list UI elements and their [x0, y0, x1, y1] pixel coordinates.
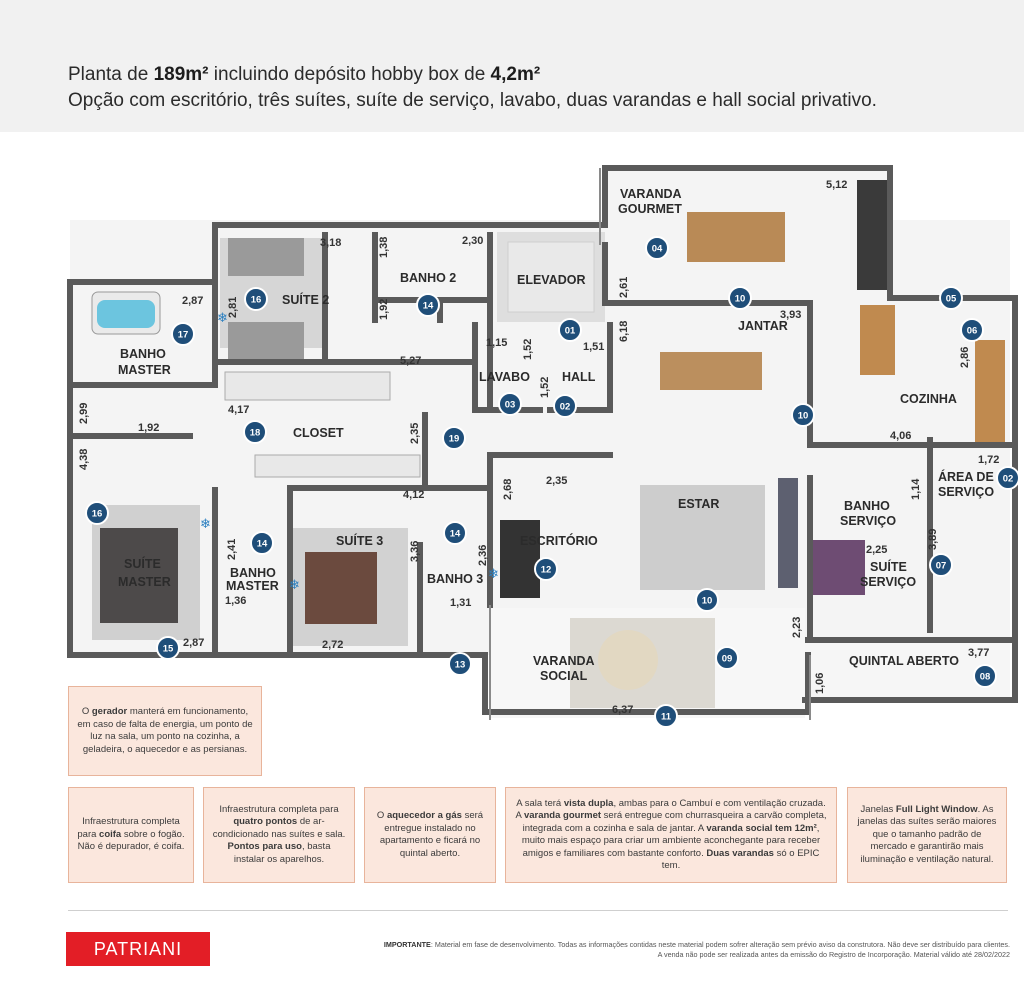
dim-412: 4,12: [403, 489, 425, 501]
info-box-janelas: Janelas Full Light Window. As janelas das suítes serão maiores que o tamanho padrão de mercado e garantirão mais iluminação e ventilação natural.: [847, 787, 1007, 883]
marker-06: [961, 319, 983, 341]
dim-151: 1,51: [583, 341, 605, 353]
svg-text:03: 03: [504, 399, 516, 411]
dim-235-a: 2,35: [409, 422, 421, 444]
dim-136: 1,36: [225, 595, 247, 607]
dim-241: 2,41: [226, 538, 238, 560]
dim-637: 6,37: [612, 704, 634, 716]
marker-05: [940, 287, 962, 309]
marker-09: [716, 647, 738, 669]
label-suite-3: SUÍTE 3: [336, 534, 384, 548]
svg-text:16: 16: [91, 508, 103, 520]
headline-description: Opção com escritório, três suítes, suíte de serviço, lavabo, duas varandas e hall social privativo.: [68, 90, 877, 111]
label-suite-2: SUÍTE 2: [282, 293, 330, 307]
label-cozinha: COZINHA: [900, 392, 957, 406]
snowflake-icon: ❄: [488, 567, 499, 582]
dim-172: 1,72: [978, 454, 1000, 466]
dim-114: 1,14: [910, 478, 922, 500]
dim-131: 1,31: [450, 597, 472, 609]
dim-268: 2,68: [502, 478, 514, 500]
marker-10-jantar: [729, 287, 751, 309]
dim-281: 2,81: [227, 296, 239, 318]
dim-299: 2,99: [78, 402, 90, 424]
svg-text:07: 07: [935, 560, 947, 572]
marker-14-banho3: [444, 522, 466, 544]
marker-16-suite2: [245, 288, 267, 310]
marker-07: [930, 554, 952, 576]
svg-text:14: 14: [422, 300, 434, 312]
dim-261: 2,61: [618, 276, 630, 298]
dim-192-a: 1,92: [378, 298, 390, 320]
dim-106: 1,06: [814, 672, 826, 694]
marker-03: [499, 393, 521, 415]
dim-512: 5,12: [826, 179, 848, 191]
label-suite-master-2: MASTER: [118, 575, 171, 589]
marker-18: [244, 421, 266, 443]
dim-272: 2,72: [322, 639, 344, 651]
svg-text:02: 02: [559, 401, 571, 413]
label-area-servico-1: ÁREA DE: [938, 470, 994, 484]
label-banho-servico-2: SERVIÇO: [840, 514, 897, 528]
label-elevador: ELEVADOR: [517, 273, 586, 287]
label-banho-servico-1: BANHO: [844, 499, 890, 513]
info-box-vista-dupla: A sala terá vista dupla, ambas para o Cambuí e com ventilação cruzada. A varanda gourmet será entregue com churrasqueira a carvão completa, integrada com a cozinha e sala de jantar. A varanda social tem 12m², muito mais espaço para criar um ambiente aconchegante para receber amigos e familiares com bastante conforto. Duas varandas só o EPIC tem.: [505, 787, 837, 883]
label-banho-master-b-1: BANHO: [230, 566, 276, 580]
svg-text:08: 08: [979, 671, 991, 683]
marker-01: [559, 319, 581, 341]
legal-note: IMPORTANTE: Material em fase de desenvolvimento. Todas as informações contidas neste material podem sofrer alteração sem prévio aviso da construtora. Não deve ser distribuído para clientes. A venda não pode ser realizada antes da emissão do Registro de Incorporação. Material válido até 28/02/2022: [383, 940, 1010, 959]
dim-438: 4,38: [78, 448, 90, 470]
marker-02-hall: [554, 395, 576, 417]
marker-14-banho-master: [251, 532, 273, 554]
label-jantar: JANTAR: [738, 319, 788, 333]
dim-406: 4,06: [890, 430, 912, 442]
label-suite-servico-2: SERVIÇO: [860, 575, 917, 589]
dim-618: 6,18: [618, 320, 630, 342]
marker-15: [157, 637, 179, 659]
dim-417: 4,17: [228, 404, 250, 416]
marker-14-banho2: [417, 294, 439, 316]
svg-text:10: 10: [734, 293, 746, 305]
info-box-coifa: Infraestrutura completa para coifa sobre o fogão. Não é depurador, é coifa.: [68, 787, 194, 883]
svg-text:01: 01: [564, 325, 576, 337]
svg-text:14: 14: [256, 538, 268, 550]
label-varanda-social-1: VARANDA: [533, 654, 595, 668]
marker-02-servico: [997, 467, 1019, 489]
label-lavabo: LAVABO: [479, 370, 530, 384]
label-suite-master-1: SUÍTE: [124, 557, 161, 571]
marker-13: [449, 653, 471, 675]
label-banho-master-1: BANHO: [120, 347, 166, 361]
dim-287-b: 2,87: [183, 637, 205, 649]
snowflake-icon: ❄: [200, 517, 211, 532]
info-box-aquecedor: O aquecedor a gás será entregue instalado no apartamento e ficará no quintal aberto.: [364, 787, 496, 883]
dim-393: 3,93: [780, 309, 802, 321]
dim-115: 1,15: [486, 337, 508, 349]
svg-text:12: 12: [540, 564, 552, 576]
dim-389: 3,89: [927, 528, 939, 550]
label-escritorio: ESCRITÓRIO: [520, 534, 598, 548]
dim-192-b: 1,92: [138, 422, 160, 434]
headline-area: Planta de 189m² incluindo depósito hobby box de 4,2m²: [68, 64, 541, 85]
marker-12: [535, 558, 557, 580]
dim-235-b: 2,35: [546, 475, 568, 487]
svg-text:13: 13: [454, 659, 466, 671]
svg-text:02: 02: [1002, 473, 1014, 485]
svg-text:15: 15: [162, 643, 174, 655]
svg-text:14: 14: [449, 528, 461, 540]
svg-text:19: 19: [448, 433, 460, 445]
label-closet: CLOSET: [293, 426, 344, 440]
marker-04: [646, 237, 668, 259]
label-suite-servico-1: SUÍTE: [870, 560, 907, 574]
marker-17: [172, 323, 194, 345]
dim-287-a: 2,87: [182, 295, 204, 307]
label-banho-3: BANHO 3: [427, 572, 484, 586]
label-varanda-gourmet-2: GOURMET: [618, 202, 682, 216]
svg-text:05: 05: [945, 293, 957, 305]
svg-text:04: 04: [651, 243, 663, 255]
dim-230: 2,30: [462, 235, 484, 247]
label-estar: ESTAR: [678, 497, 720, 511]
marker-08: [974, 665, 996, 687]
label-quintal-aberto: QUINTAL ABERTO: [849, 654, 959, 668]
dim-286: 2,86: [959, 346, 971, 368]
dim-236: 2,36: [477, 544, 489, 566]
svg-text:10: 10: [701, 595, 713, 607]
svg-text:16: 16: [250, 294, 262, 306]
dim-138: 1,38: [378, 236, 390, 258]
dim-152-a: 1,52: [522, 338, 534, 360]
dim-527: 5,27: [400, 355, 422, 367]
svg-text:06: 06: [966, 325, 978, 337]
label-area-servico-2: SERVIÇO: [938, 485, 995, 499]
dim-225: 2,25: [866, 544, 888, 556]
marker-11: [655, 705, 677, 727]
label-banho-master-b-2: MASTER: [226, 579, 279, 593]
dim-336: 3,36: [409, 540, 421, 562]
label-varanda-gourmet-1: VARANDA: [620, 187, 682, 201]
svg-text:10: 10: [797, 410, 809, 422]
label-hall: HALL: [562, 370, 596, 384]
label-varanda-social-2: SOCIAL: [540, 669, 588, 683]
footer-divider: [68, 910, 1008, 911]
svg-text:17: 17: [177, 329, 189, 341]
label-banho-2: BANHO 2: [400, 271, 457, 285]
dim-152-b: 1,52: [539, 376, 551, 398]
dim-377: 3,77: [968, 647, 990, 659]
snowflake-icon: ❄: [289, 578, 300, 593]
marker-16-suite-master: [86, 502, 108, 524]
info-box-gerador: O gerador manterá em funcionamento, em caso de falta de energia, um ponto de luz na sala, um ponto na cozinha, a geladeira, o aquecedor e as persianas.: [68, 686, 262, 776]
snowflake-icon: ❄: [217, 311, 228, 326]
svg-text:18: 18: [249, 427, 261, 439]
marker-10-jantar-side: [792, 404, 814, 426]
marker-19: [443, 427, 465, 449]
marker-10-estar: [696, 589, 718, 611]
patriani-logo: PATRIANI: [66, 932, 210, 966]
dim-318: 3,18: [320, 237, 342, 249]
info-box-ar-condicionado: Infraestrutura completa para quatro pontos de ar-condicionado nas suítes e sala. Pontos para uso, basta instalar os aparelhos.: [203, 787, 355, 883]
svg-text:09: 09: [721, 653, 733, 665]
dim-223: 2,23: [791, 616, 803, 638]
label-banho-master-2: MASTER: [118, 363, 171, 377]
svg-text:11: 11: [660, 711, 672, 723]
